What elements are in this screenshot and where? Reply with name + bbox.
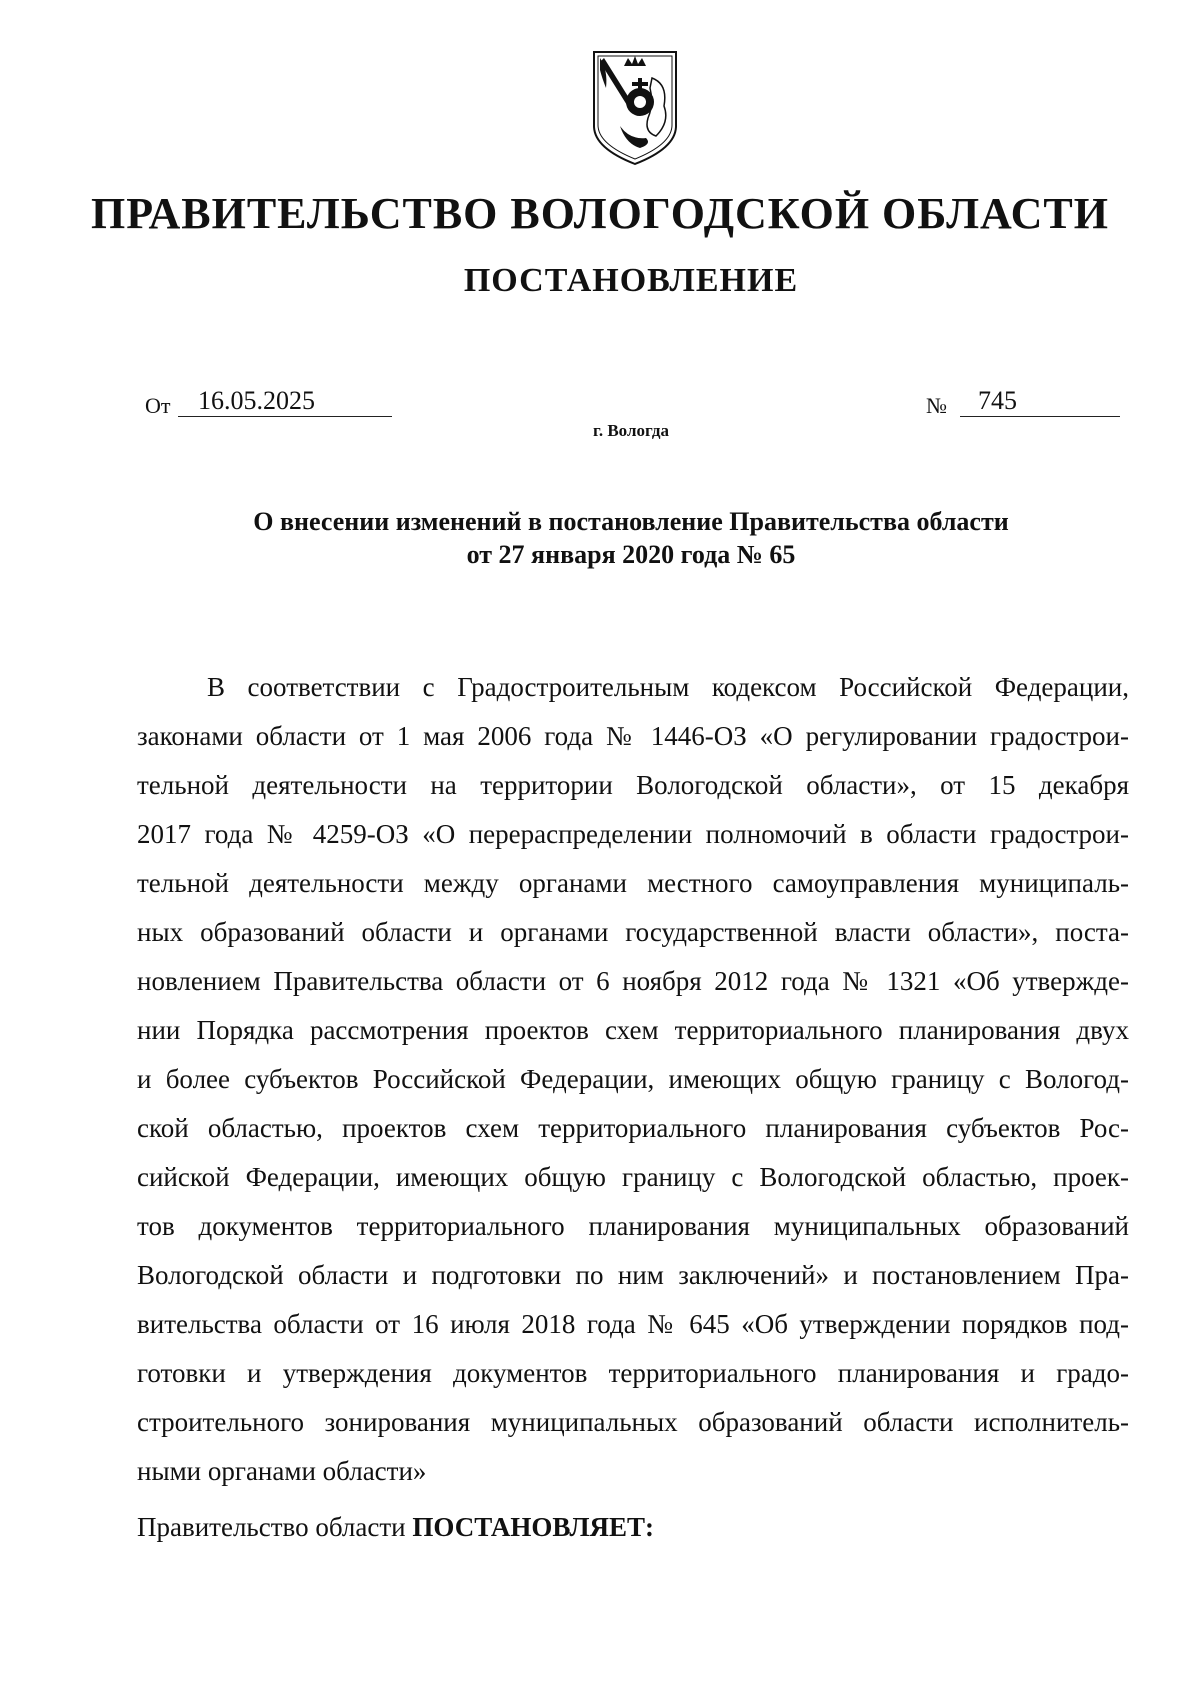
document-subject <box>100 505 1162 571</box>
body-line: готовки и утверждения документов территориального планирования и градо- <box>137 1358 1129 1388</box>
body-line: строительного зонирования муниципальных образований области исполнитель- <box>137 1407 1129 1437</box>
coat-of-arms-emblem <box>590 48 680 168</box>
document-number: 745 <box>960 386 1120 417</box>
body-line: 2017 года № 4259-ОЗ «О перераспределении полномочий в области градострои- <box>137 819 1129 849</box>
body-line: ской областью, проектов схем территориального планирования субъектов Рос- <box>137 1113 1129 1143</box>
resolution-clause <box>137 1510 654 1544</box>
document-kind-title: ПОСТАНОВЛЕНИЕ <box>463 262 799 299</box>
preamble-paragraph <box>137 663 1129 1496</box>
subject-line-2: от 27 января 2020 года № 65 <box>466 540 796 569</box>
body-line: тельной деятельности на территории Вологодской области», от 15 декабря <box>137 770 1129 800</box>
resolution-prefix: Правительство области <box>137 1512 413 1542</box>
body-line: тельной деятельности между органами местного самоуправления муниципаль- <box>137 868 1129 898</box>
date-label: От <box>145 393 171 418</box>
body-line: В соответствии с Градостроительным кодексом Российской Федерации, <box>207 672 1129 702</box>
body-line: сийской Федерации, имеющих общую границу с Вологодской областью, проек- <box>137 1162 1129 1192</box>
body-line: вительства области от 16 июля 2018 года № 645 «Об утверждении порядков под- <box>137 1309 1129 1339</box>
body-line: новлением Правительства области от 6 ноября 2012 года № 1321 «Об утвержде- <box>137 966 1129 996</box>
body-line: тов документов территориального планирования муниципальных образований <box>137 1211 1129 1241</box>
resolution-verb: ПОСТАНОВЛЯЕТ: <box>412 1512 654 1542</box>
city-label: г. Вологда <box>593 421 669 440</box>
body-line: Вологодской области и подготовки по ним заключений» и постановлением Пра- <box>137 1260 1129 1290</box>
body-line: нии Порядка рассмотрения проектов схем территориального планирования двух <box>137 1015 1129 1045</box>
body-line: ными органами области» <box>137 1456 427 1486</box>
government-title: ПРАВИТЕЛЬСТВО ВОЛОГОДСКОЙ ОБЛАСТИ <box>91 189 1109 238</box>
body-line: ных образований области и органами государственной власти области», поста- <box>137 917 1129 947</box>
number-label: № <box>926 393 947 418</box>
body-line: и более субъектов Российской Федерации, имеющих общую границу с Вологод- <box>137 1064 1129 1094</box>
document-date: 16.05.2025 <box>178 386 392 417</box>
subject-line-1: О внесении изменений в постановление Правительства области <box>253 507 1009 536</box>
body-line: законами области от 1 мая 2006 года № 1446-ОЗ «О регулировании градострои- <box>137 721 1129 751</box>
